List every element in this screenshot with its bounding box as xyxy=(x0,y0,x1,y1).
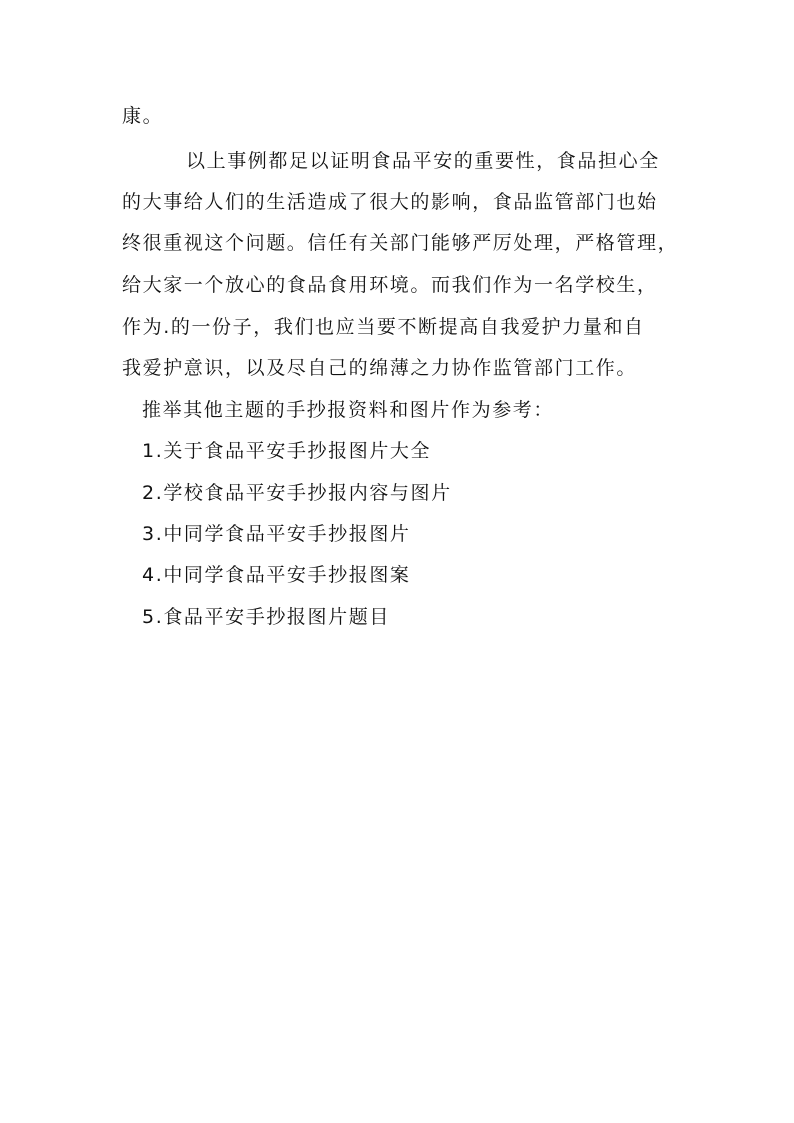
recommend-heading: 推举其他主题的手抄报资料和图片作为参考： xyxy=(142,399,555,421)
paragraph-line: 给大家一个放心的食品食用环境。而我们作为一名学校生， xyxy=(122,274,658,296)
recommend-item: 2.学校食品平安手抄报内容与图片 xyxy=(142,482,452,504)
recommend-item: 1.关于食品平安手抄报图片大全 xyxy=(142,440,432,462)
paragraph-line: 我爱护意识，以及尽自己的绵薄之力协作监管部门工作。 xyxy=(122,357,638,379)
recommend-item: 3.中同学食品平安手抄报图片 xyxy=(142,523,411,545)
paragraph-line: 康。 xyxy=(122,105,164,127)
recommend-item: 4.中同学食品平安手抄报图案 xyxy=(142,564,411,586)
paragraph-line: 作为.的一份子，我们也应当要不断提高自我爱护力量和自 xyxy=(122,316,645,338)
paragraph-line: 以上事例都足以证明食品平安的重要性，食品担心全 xyxy=(186,150,660,172)
paragraph-line: 的大事给人们的生活造成了很大的影响，食品监管部门也始 xyxy=(122,191,658,213)
recommend-item: 5.食品平安手抄报图片题目 xyxy=(142,606,390,628)
paragraph-line: 终很重视这个问题。信任有关部门能够严厉处理，严格管理， xyxy=(122,232,679,254)
